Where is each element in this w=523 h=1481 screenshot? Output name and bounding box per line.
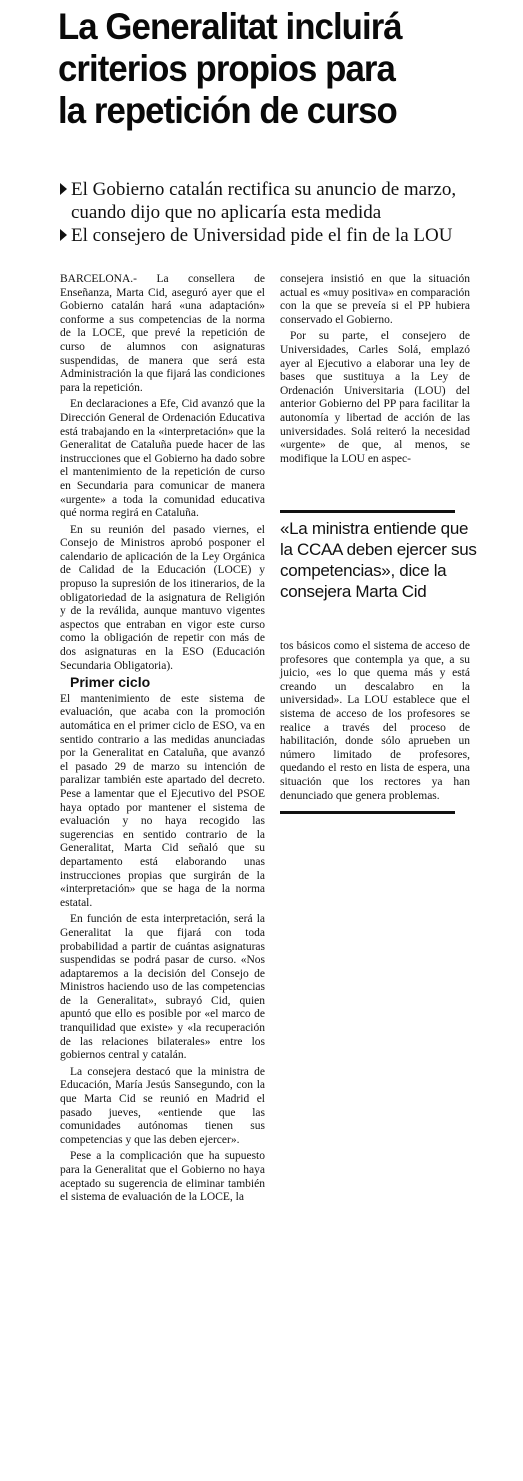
paragraph: consejera insistió en que la situación actual es «muy positiva» en comparación con la que se preveía si el PP hubiera conservado el Gobierno. — [280, 273, 471, 326]
article-column-2 — [280, 273, 470, 466]
subhead-2-text: El consejero de Universidad pide el fin de la LOU — [71, 225, 453, 246]
subhead-1 — [60, 178, 515, 224]
pullquote-rule-top — [280, 510, 455, 513]
paragraph-text: La consellera de Enseñanza, Marta Cid, aseguró ayer que el Gobierno catalán hará «una adaptación» conforme a sus competencias de la norma de la LOCE, que prevé la repetición de curso de alumnos con asignaturas suspendidas, de manera que será esta Administración la que fijará las condiciones para la repetición. — [60, 273, 265, 394]
paragraph: En declaraciones a Efe, Cid avanzó que la Dirección General de Ordenación Educativa está trabajando en la «interpretación» que la Generalitat de Cataluña puede hacer de las instrucciones que el Gobierno ha dado sobre el mantenimiento de la repetición de curso en Secundaria para comunicar de manera «urgente» a toda la comunidad educativa qué norma regirá en Cataluña. — [60, 398, 265, 520]
subhead-2 — [60, 224, 515, 247]
subhead-1-text: El Gobierno catalán rectifica su anuncio de marzo, cuando dijo que no aplicaría esta medida — [71, 179, 457, 223]
paragraph: El mantenimiento de este sistema de evaluación, que acaba con la promoción automática en el primer ciclo de ESO, va en sentido contrario a las medidas anunciadas por la Generalitat en Cataluña, que avanzó el pasado 29 de marzo su intención de paralizar también este apartado del decreto. Pese a lamentar que el Ejecutivo del PSOE haya optado por mantener el sistema de evaluación y no haya recogido las sugerencias en sentido contrario de la Generalitat, Marta Cid señaló que su departamento está elaborando unas instrucciones propias que surgirán de la «interpretación» que se haga de la norma estatal. — [60, 692, 265, 909]
paragraph — [60, 273, 265, 395]
article-column-2-continued — [280, 640, 470, 803]
paragraph: Por su parte, el consejero de Universidades, Carles Solá, emplazó ayer al Ejecutivo a elaborar una ley de bases que sustituya a la Ley de Ordenación Universitaria (LOU) del anterior Gobierno del PP para facilitar la autonomía y libertad de acción de las universidades. Solá reiteró la necesidad «urgente» de que, al menos, se modifique la LOU en aspec- — [280, 330, 470, 465]
pullquote: «La ministra entiende que la CCAA deben ejercer sus competencias», dice la consejera Marta Cid — [280, 519, 477, 601]
headline-line-3: la repetición de curso — [58, 90, 397, 131]
headline — [58, 6, 486, 132]
dateline: BARCELONA.- — [60, 273, 137, 285]
triangle-bullet-icon — [60, 183, 67, 195]
paragraph: La consejera destacó que la ministra de Educación, María Jesús Sansegundo, con la que Marta Cid se reunió en Madrid el pasado jueves, «entiende que las comunidades autónomas tienen sus competencias y que las deben ejercer». — [60, 1065, 265, 1146]
paragraph: En su reunión del pasado viernes, el Consejo de Ministros aprobó posponer el calendario de aplicación de la Ley Orgánica de Calidad de la Educación (LOCE) y propuso la supresión de los itinerarios, de la obligatoriedad de la asignatura de Religión y de la reválida, aunque mantuvo vigentes aspectos que entraban en vigor este curso como la obligación de repetir con más de dos asignaturas en la ESO (Educación Secundaria Obligatoria). — [60, 523, 265, 672]
paragraph: En función de esta interpretación, será la Generalitat la que fijará con toda probabilidad a partir de cuántas asignaturas suspendidas se podrá pasar de curso. «Nos adaptaremos a la decisión del Consejo de Ministros haciendo uso de las competencias de la Generalitat», subrayó Cid, quien apuntó que ello es posible por «el marco de tranquilidad que existe» y «la recuperación de las relaciones bilaterales» entre los gobiernos central y catalán. — [60, 913, 265, 1062]
headline-line-2: criterios propios para — [58, 48, 395, 89]
paragraph: tos básicos como el sistema de acceso de profesores que contempla ya que, a su juicio, «es lo que quema más y está creando un descalabro en la universidad». La LOU establece que el sistema de acceso de los profesores se realice a través del proceso de habilitación, donde sólo aprueben un número limitado de profesores, quedando el resto en lista de espera, una situación que los rectores ya han denunciado que genera problemas. — [280, 640, 470, 802]
subheads — [60, 178, 515, 247]
column-end-rule — [280, 811, 455, 814]
headline-line-1: La Generalitat incluirá — [58, 6, 402, 47]
paragraph: Pese a la complicación que ha supuesto para la Generalitat que el Gobierno no haya aceptado su sugerencia de eliminar también el sistema de evaluación de la LOCE, la — [60, 1150, 265, 1204]
article-column-1 — [60, 273, 265, 1205]
section-title: Primer ciclo — [70, 674, 151, 691]
triangle-bullet-icon — [60, 229, 67, 241]
